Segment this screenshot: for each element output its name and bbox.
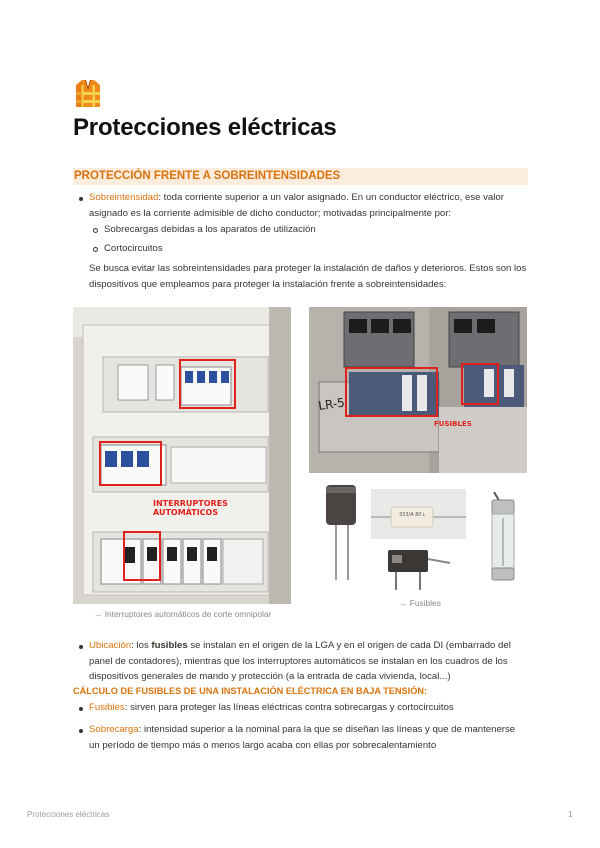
paragraph-line: dispositivos que empleamos para proteger la instalación frente a sobreintensidades:: [89, 278, 447, 290]
paragraph-line: Se busca evitar las sobreintensidades para proteger la instalación de daños y deterioros. Estos son los: [89, 263, 527, 274]
sub-bullet-marker: [93, 247, 98, 252]
highlight-box: [123, 531, 161, 581]
term-fusibles: Fusibles: [89, 702, 125, 713]
fuse-marking: 333/A 80↓: [399, 512, 426, 518]
page-title: Protecciones eléctricas: [73, 114, 337, 141]
term-ubicacion: Ubicación: [89, 640, 132, 651]
bullet-text: se instalan en el origen de la LGA y en el origen de cada DI (embarrado del: [187, 640, 511, 651]
bullet-text: panel de contadores), mientras que los interruptores automáticos se instalan en los cuadros de los: [89, 655, 508, 667]
term-sobreintensidad: Sobreintensidad: [89, 192, 159, 203]
cartridge-fuse-photo: [316, 485, 366, 585]
safety-vest-icon: [73, 78, 103, 110]
bullet-ubicacion: [89, 638, 534, 685]
bullet-text: : sirven para proteger las líneas eléctricas contra sobrecargas y cortocircuitos: [124, 702, 454, 713]
sub-bullet-cortocircuitos: Cortocircuitos: [104, 243, 163, 254]
highlight-box: [99, 441, 162, 486]
sub-bullet-sobrecargas: Sobrecargas debidas a los aparatos de utilización: [104, 224, 316, 235]
fuses-label: FUSIBLES: [434, 420, 472, 428]
sub-bullet-marker: [93, 228, 98, 233]
ceramic-fuse-photo: [371, 489, 466, 539]
highlight-box: [179, 359, 236, 409]
blade-fuse-photo: [378, 545, 453, 595]
intro-paragraph: [89, 261, 534, 292]
glass-fuse-photo: [484, 488, 524, 583]
bullet-sobreintensidad: [89, 190, 529, 221]
section-heading: PROTECCIÓN FRENTE A SOBREINTENSIDADES: [73, 168, 528, 185]
fuse-panel-photo: [309, 307, 527, 473]
highlight-box: [461, 363, 499, 405]
bullet-marker: [79, 707, 83, 711]
bullet-text: un período de tiempo más o menos largo acaba con ellas por sobrecalentamiento: [89, 739, 437, 751]
term-sobrecarga: Sobrecarga: [89, 724, 139, 735]
sign-label: LR-5: [317, 395, 346, 413]
bullet-sobrecarga: [89, 722, 534, 753]
calculation-heading: CÁLCULO DE FUSIBLES DE UNA INSTALACIÓN ELÉCTRICA EN BAJA TENSIÓN:: [73, 686, 428, 696]
bullet-text: : los: [131, 640, 152, 651]
fuses-caption: → Fusibles: [399, 598, 441, 608]
highlight-box: [345, 367, 438, 417]
breakers-label: INTERRUPTORES AUTOMÁTICOS: [153, 499, 228, 517]
bullet-marker: [79, 729, 83, 733]
breakers-photo: [73, 307, 291, 604]
bullet-marker: [79, 645, 83, 649]
term-fusibles-bold: fusibles: [151, 640, 188, 651]
page-number: 1: [568, 810, 573, 819]
bullet-fusibles: [89, 700, 454, 716]
bullet-text: dispositivos generales de mando y protección (a la entrada de cada vivienda, local...): [89, 671, 451, 682]
bullet-text: : toda corriente superior a un valor asignado. En un conductor eléctrico, ese valor: [158, 192, 504, 203]
bullet-text: asignado es la corriente admisible de dicho conductor; motivadas principalmente por:: [89, 207, 452, 219]
bullet-marker: [79, 197, 83, 201]
breakers-caption: → Interruptores automáticos de corte omnipolar: [94, 609, 272, 619]
footer-title: Protecciones eléctricas: [27, 810, 110, 819]
bullet-text: : intensidad superior a la nominal para la que se diseñan las líneas y que de mantenerse: [138, 724, 516, 735]
